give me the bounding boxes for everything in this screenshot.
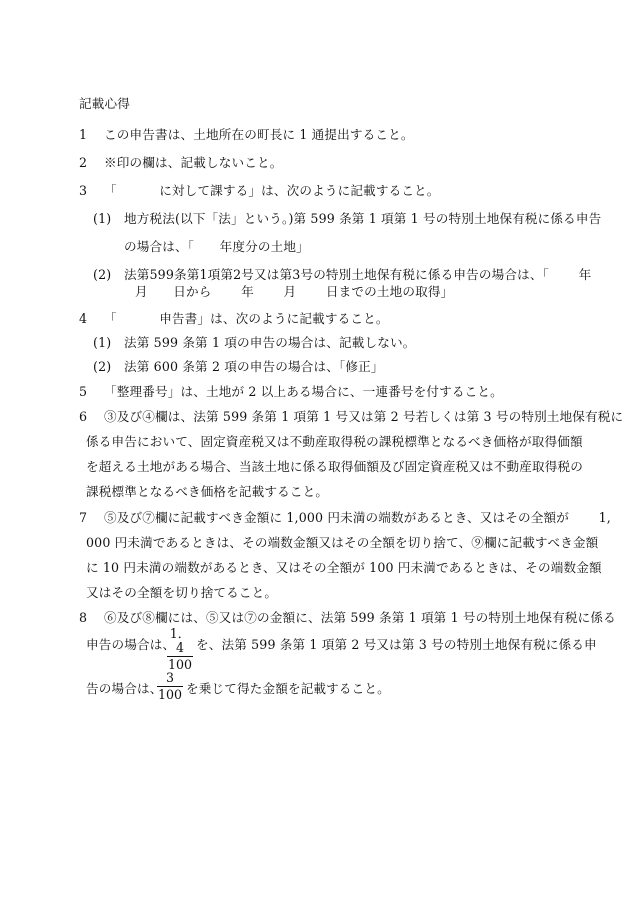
fraction-numerator: 3 [165,670,174,685]
item-7-line-1: 7 ⑤及び⑦欄に記載すべき金額に 1,000 円未満の端数があるとき、又はその全額が 1, [79,510,611,525]
fraction-numerator: 1．4 [169,626,191,655]
item-4-2: (2) 法第 600 条第 2 項の申告の場合は、「修正」 [93,359,384,374]
item-1: 1 この申告書は、土地所在の町長に 1 通提出すること。 [79,127,414,142]
item-4: 4 「 申告書」は、次のように記載すること。 [79,311,389,326]
item-2: 2 ※印の欄は、記載しないこと。 [79,155,283,170]
item-6-line-1: 6 ③及び④欄は、法第 599 条第 1 項第 1 号又は第 2 号若しくは第 3 号の特別土地保有税に [79,409,624,424]
item-7-line-2: 000 円未満であるときは、その端数金額又はその全額を切り捨て、⑨欄に記載すべき金額 [86,535,599,550]
fraction-denominator: 100 [167,657,193,672]
item-3-2-line-1: (2) 法第599条第1項第2号又は第3号の特別土地保有税に係る申告の場合は、「 年 [93,267,592,282]
document-heading: 記載心得 [79,96,130,111]
item-8-line-2b: を、法第 599 条第 1 項第 2 号又は第 3 号の特別土地保有税に係る申 [196,637,597,652]
fraction-one-point-four-percent [167,627,193,672]
item-4-1: (1) 法第 599 条第 1 項の申告の場合は、記載しない。 [93,335,416,350]
item-3: 3 「 に対して課する」は、次のように記載すること。 [79,183,440,198]
item-3-1-line-2: の場合は、「 年度分の土地」 [124,239,309,254]
item-6-line-3: を超える土地がある場合、当該土地に係る取得価額及び固定資産税又は不動産取得税の [86,459,584,474]
item-6-line-4: 課税標準となるべき価格を記載すること。 [86,484,329,499]
fraction-three-percent [157,671,183,702]
fraction-denominator: 100 [157,687,183,702]
item-5: 5 「整理番号」は、土地が 2 以上ある場合に、一連番号を付すること。 [79,384,503,399]
item-8-line-2a: 申告の場合は、 [86,637,176,652]
item-8-line-3a: 告の場合は、 [86,681,163,696]
item-8-line-1: 8 ⑥及び⑧欄には、⑤又は⑦の金額に、法第 599 条第 1 項第 1 号の特別土地保有税に係る [79,610,616,625]
item-7-line-3: に 10 円未満の端数があるとき、又はその全額が 100 円未満であるときは、その端数金額 [86,560,602,575]
item-3-1-line-1: (1) 地方税法(以下「法」という。)第 599 条第 1 項第 1 号の特別土地保有税に係る申告 [93,211,602,226]
item-3-2-line-2: 月 日から 年 月 日までの土地の取得」 [135,284,454,299]
item-7-line-4: 又はその全額を切り捨てること。 [86,585,278,600]
item-8-line-3b: を乗じて得た金額を記載すること。 [186,681,390,696]
item-6-line-2: 係る申告において、固定資産税又は不動産取得税の課税標準となるべき価格が取得価額 [86,434,583,449]
